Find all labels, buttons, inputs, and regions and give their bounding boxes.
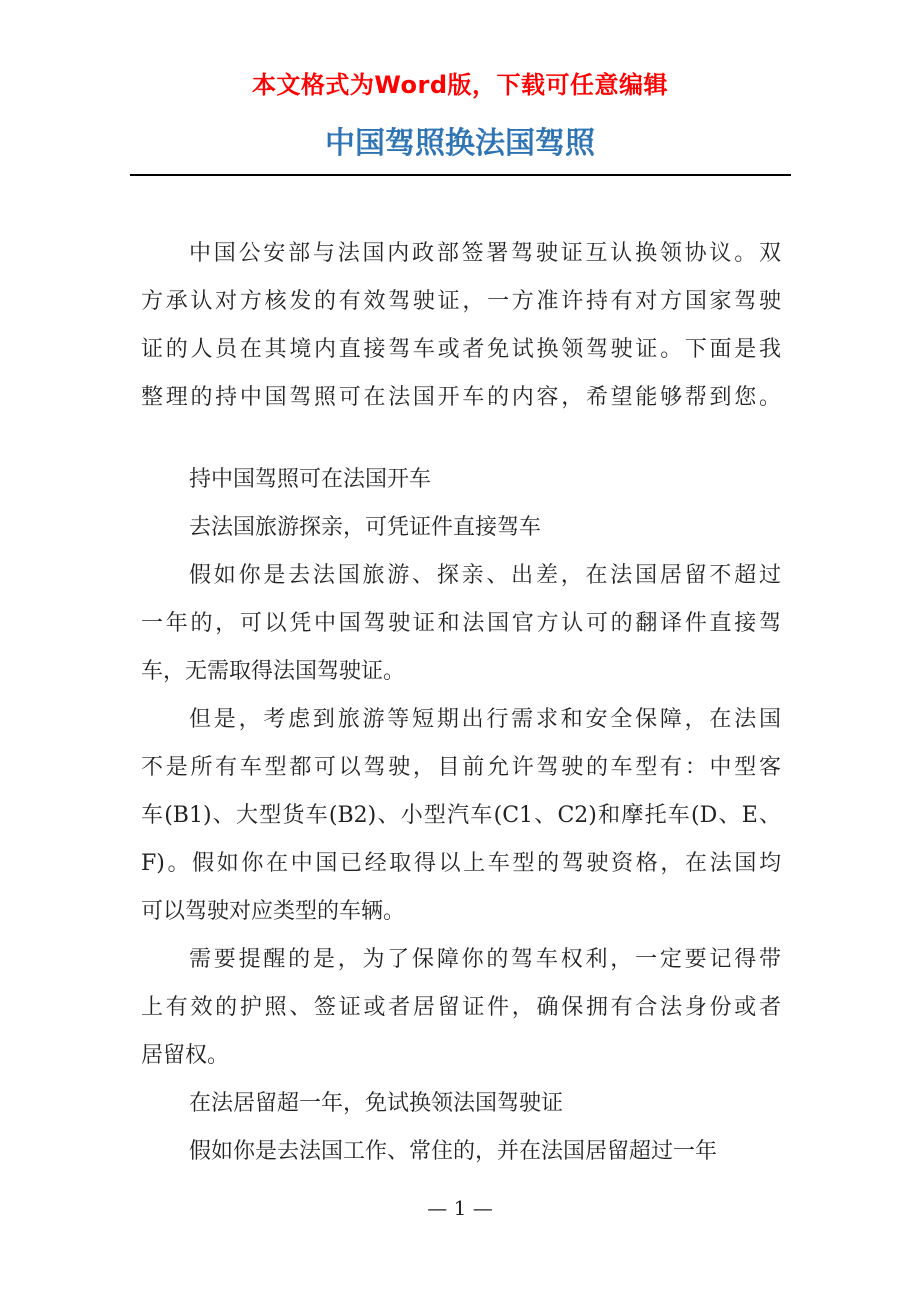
section-heading <box>141 456 781 504</box>
text-line: 去法国旅游探亲，可凭证件直接驾车 <box>189 515 542 540</box>
paragraph-gap <box>141 422 781 456</box>
text-line: 持中国驾照可在法国开车 <box>189 467 432 492</box>
document-body <box>141 230 781 1176</box>
text-line: 整理的持中国驾照可在法国开车的内容，希望能够帮到您。 <box>141 385 781 410</box>
paragraph-reminder <box>141 936 781 1080</box>
text-line: 一年的，可以凭中国驾驶证和法国官方认可的翻译件直接驾 <box>141 611 781 636</box>
text-line: 车(B1)、大型货车(B2)、小型汽车(C1、C2)和摩托车(D、E、 <box>141 803 781 828</box>
text-line: 不是所有车型都可以驾驶，目前允许驾驶的车型有：中型客 <box>141 755 781 780</box>
document-title: 中国驾照换法国驾照 <box>325 126 595 161</box>
download-notice: 本文格式为Word版，下载可任意编辑 <box>251 71 669 99</box>
paragraph-short-stay <box>141 552 781 696</box>
text-line: 证的人员在其境内直接驾车或者免试换领驾驶证。下面是我 <box>141 337 781 362</box>
title-divider <box>130 174 791 176</box>
paragraph-intro <box>141 230 781 422</box>
text-line: 在法居留超一年，免试换领法国驾驶证 <box>189 1091 564 1116</box>
paragraph-vehicle-types <box>141 696 781 936</box>
text-line: 可以驾驶对应类型的车辆。 <box>141 899 406 924</box>
text-line: 需要提醒的是，为了保障你的驾车权利，一定要记得带 <box>189 947 781 972</box>
section-subheading <box>141 1080 781 1128</box>
text-line: 上有效的护照、签证或者居留证件，确保拥有合法身份或者 <box>141 995 781 1020</box>
paragraph-long-stay <box>141 1128 781 1176</box>
text-line: 假如你是去法国工作、常住的，并在法国居留超过一年 <box>189 1139 718 1164</box>
text-line: 中国公安部与法国内政部签署驾驶证互认换领协议。双 <box>189 241 781 266</box>
text-line: 居留权。 <box>141 1043 230 1068</box>
text-line: 假如你是去法国旅游、探亲、出差，在法国居留不超过 <box>189 563 781 588</box>
section-subheading <box>141 504 781 552</box>
text-line: 车，无需取得法国驾驶证。 <box>141 659 406 684</box>
text-line: F)。假如你在中国已经取得以上车型的驾驶资格，在法国均 <box>141 851 781 876</box>
text-line: 方承认对方核发的有效驾驶证，一方准许持有对方国家驾驶 <box>141 289 781 314</box>
text-line: 但是，考虑到旅游等短期出行需求和安全保障，在法国 <box>189 707 781 732</box>
page-number: — 1 — <box>427 1196 493 1220</box>
